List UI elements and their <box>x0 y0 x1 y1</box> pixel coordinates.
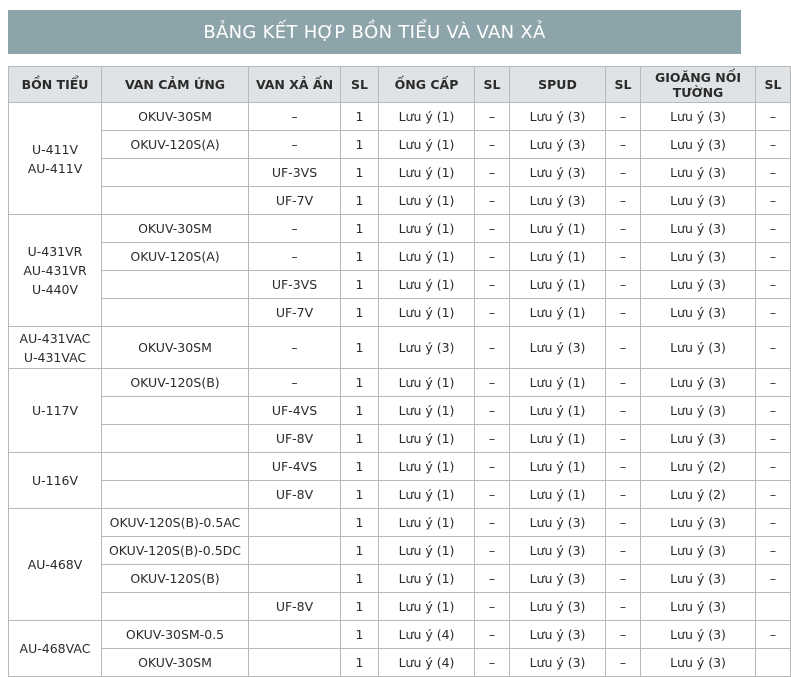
push-valve-cell <box>249 621 341 649</box>
push-valve-cell: – <box>249 103 341 131</box>
wall-gasket-cell: Lưu ý (3) <box>641 593 756 621</box>
qty-cell: – <box>475 243 510 271</box>
push-valve-cell: UF-8V <box>249 593 341 621</box>
qty-cell: – <box>475 187 510 215</box>
wall-gasket-cell: Lưu ý (3) <box>641 369 756 397</box>
push-valve-cell: – <box>249 215 341 243</box>
sensor-valve-cell: OKUV-30SM-0.5 <box>102 621 249 649</box>
spud-cell: Lưu ý (1) <box>510 425 606 453</box>
qty-cell: – <box>756 159 791 187</box>
sensor-valve-cell: OKUV-120S(A) <box>102 131 249 159</box>
table-body <box>9 103 791 677</box>
table-row <box>9 243 791 271</box>
qty-cell: – <box>475 327 510 369</box>
wall-gasket-cell: Lưu ý (3) <box>641 131 756 159</box>
urinal-model-name: U-117V <box>31 403 79 418</box>
table-row <box>9 187 791 215</box>
spud-cell: Lưu ý (3) <box>510 593 606 621</box>
push-valve-cell <box>249 509 341 537</box>
spud-cell: Lưu ý (3) <box>510 649 606 677</box>
header-qty: SL <box>606 67 641 103</box>
sensor-valve-cell <box>102 159 249 187</box>
urinal-model-cell <box>9 621 102 677</box>
spud-cell: Lưu ý (1) <box>510 271 606 299</box>
table-row <box>9 453 791 481</box>
qty-cell: – <box>475 453 510 481</box>
qty-cell: – <box>475 537 510 565</box>
table-row <box>9 425 791 453</box>
qty-cell: – <box>475 299 510 327</box>
wall-gasket-cell: Lưu ý (2) <box>641 453 756 481</box>
qty-cell: – <box>475 481 510 509</box>
qty-cell: – <box>475 131 510 159</box>
qty-cell: – <box>606 621 641 649</box>
table-row <box>9 159 791 187</box>
spud-cell: Lưu ý (3) <box>510 621 606 649</box>
qty-cell: 1 <box>341 509 379 537</box>
urinal-model-name: AU-468VAC <box>19 641 91 656</box>
sensor-valve-cell <box>102 481 249 509</box>
header-row <box>9 67 791 103</box>
spud-cell: Lưu ý (1) <box>510 299 606 327</box>
push-valve-cell: UF-4VS <box>249 453 341 481</box>
supply-pipe-cell: Lưu ý (1) <box>379 369 475 397</box>
qty-cell: 1 <box>341 215 379 243</box>
header-qty: SL <box>341 67 379 103</box>
qty-cell: 1 <box>341 621 379 649</box>
urinal-model-cell <box>9 103 102 215</box>
supply-pipe-cell: Lưu ý (1) <box>379 271 475 299</box>
urinal-model-name: U-431VAC <box>23 349 87 365</box>
urinal-model-cell <box>9 509 102 621</box>
push-valve-cell: – <box>249 243 341 271</box>
qty-cell: – <box>606 159 641 187</box>
wall-gasket-cell: Lưu ý (3) <box>641 565 756 593</box>
qty-cell: 1 <box>341 425 379 453</box>
push-valve-cell: UF-8V <box>249 481 341 509</box>
table-row <box>9 509 791 537</box>
qty-cell <box>756 649 791 677</box>
qty-cell: – <box>606 299 641 327</box>
qty-cell: – <box>606 425 641 453</box>
qty-cell: – <box>606 397 641 425</box>
qty-cell: – <box>475 159 510 187</box>
sensor-valve-cell: OKUV-30SM <box>102 103 249 131</box>
wall-gasket-cell: Lưu ý (3) <box>641 621 756 649</box>
table-row <box>9 593 791 621</box>
sensor-valve-cell: OKUV-120S(B) <box>102 565 249 593</box>
qty-cell: – <box>606 369 641 397</box>
qty-cell: – <box>756 103 791 131</box>
supply-pipe-cell: Lưu ý (1) <box>379 103 475 131</box>
sensor-valve-cell <box>102 299 249 327</box>
qty-cell: – <box>756 397 791 425</box>
qty-cell: 1 <box>341 593 379 621</box>
spud-cell: Lưu ý (3) <box>510 159 606 187</box>
spud-cell: Lưu ý (1) <box>510 453 606 481</box>
table-title-banner <box>8 10 741 54</box>
urinal-model-name: AU-431VR <box>23 263 87 278</box>
supply-pipe-cell: Lưu ý (4) <box>379 621 475 649</box>
qty-cell: – <box>475 565 510 593</box>
wall-gasket-cell: Lưu ý (3) <box>641 103 756 131</box>
qty-cell: 1 <box>341 453 379 481</box>
qty-cell: 1 <box>341 481 379 509</box>
qty-cell: – <box>606 187 641 215</box>
table-title: BẢNG KẾT HỢP BỒN TIỂU VÀ VAN XẢ <box>203 21 546 43</box>
wall-gasket-cell: Lưu ý (3) <box>641 243 756 271</box>
table-row <box>9 397 791 425</box>
qty-cell: – <box>756 565 791 593</box>
qty-cell: – <box>756 187 791 215</box>
supply-pipe-cell: Lưu ý (1) <box>379 453 475 481</box>
qty-cell: – <box>475 425 510 453</box>
spud-cell: Lưu ý (3) <box>510 103 606 131</box>
supply-pipe-cell: Lưu ý (1) <box>379 215 475 243</box>
header-supply-pipe: ỐNG CẤP <box>379 67 475 103</box>
spud-cell: Lưu ý (1) <box>510 369 606 397</box>
wall-gasket-cell: Lưu ý (3) <box>641 649 756 677</box>
push-valve-cell: UF-3VS <box>249 159 341 187</box>
qty-cell: 1 <box>341 649 379 677</box>
table-row <box>9 537 791 565</box>
sensor-valve-cell: OKUV-120S(B) <box>102 369 249 397</box>
qty-cell: – <box>606 271 641 299</box>
wall-gasket-cell: Lưu ý (3) <box>641 159 756 187</box>
table-row <box>9 621 791 649</box>
urinal-model-name: U-440V <box>31 282 79 297</box>
qty-cell: – <box>475 397 510 425</box>
supply-pipe-cell: Lưu ý (1) <box>379 299 475 327</box>
qty-cell: – <box>756 453 791 481</box>
push-valve-cell <box>249 649 341 677</box>
header-wall-gasket: GIOĂNG NỐI TƯỜNG <box>641 67 756 103</box>
supply-pipe-cell: Lưu ý (1) <box>379 397 475 425</box>
urinal-model-cell <box>9 327 102 369</box>
spud-cell: Lưu ý (3) <box>510 509 606 537</box>
qty-cell: 1 <box>341 537 379 565</box>
wall-gasket-cell: Lưu ý (3) <box>641 537 756 565</box>
sensor-valve-cell: OKUV-30SM <box>102 327 249 369</box>
push-valve-cell: UF-3VS <box>249 271 341 299</box>
wall-gasket-cell: Lưu ý (3) <box>641 397 756 425</box>
spud-cell: Lưu ý (1) <box>510 243 606 271</box>
qty-cell: – <box>756 299 791 327</box>
wall-gasket-cell: Lưu ý (3) <box>641 271 756 299</box>
sensor-valve-cell <box>102 187 249 215</box>
wall-gasket-cell: Lưu ý (3) <box>641 299 756 327</box>
header-push-valve: VAN XẢ ẤN <box>249 67 341 103</box>
supply-pipe-cell: Lưu ý (1) <box>379 187 475 215</box>
qty-cell: – <box>475 509 510 537</box>
urinal-model-name: AU-468V <box>27 557 83 572</box>
qty-cell: – <box>756 481 791 509</box>
table-row <box>9 131 791 159</box>
qty-cell: – <box>606 215 641 243</box>
header-sensor-valve: VAN CẢM ỨNG <box>102 67 249 103</box>
qty-cell: – <box>606 649 641 677</box>
urinal-model-name: U-116V <box>31 473 79 488</box>
sensor-valve-cell <box>102 271 249 299</box>
qty-cell: – <box>756 131 791 159</box>
sensor-valve-cell <box>102 593 249 621</box>
supply-pipe-cell: Lưu ý (1) <box>379 565 475 593</box>
spud-cell: Lưu ý (1) <box>510 481 606 509</box>
spud-cell: Lưu ý (3) <box>510 537 606 565</box>
qty-cell: 1 <box>341 369 379 397</box>
sensor-valve-cell: OKUV-120S(B)-0.5AC <box>102 509 249 537</box>
supply-pipe-cell: Lưu ý (1) <box>379 425 475 453</box>
supply-pipe-cell: Lưu ý (1) <box>379 509 475 537</box>
sensor-valve-cell: OKUV-120S(B)-0.5DC <box>102 537 249 565</box>
wall-gasket-cell: Lưu ý (3) <box>641 509 756 537</box>
qty-cell: 1 <box>341 103 379 131</box>
push-valve-cell: – <box>249 131 341 159</box>
header-urinal: BỒN TIỂU <box>9 67 102 103</box>
urinal-model-cell <box>9 453 102 509</box>
qty-cell: – <box>475 271 510 299</box>
urinal-model-name: U-411V <box>31 141 79 157</box>
header-spud: SPUD <box>510 67 606 103</box>
qty-cell: 1 <box>341 565 379 593</box>
wall-gasket-cell: Lưu ý (3) <box>641 187 756 215</box>
push-valve-cell: UF-4VS <box>249 397 341 425</box>
table-row <box>9 327 791 369</box>
qty-cell: – <box>475 649 510 677</box>
push-valve-cell: – <box>249 369 341 397</box>
qty-cell: – <box>606 327 641 369</box>
supply-pipe-cell: Lưu ý (3) <box>379 327 475 369</box>
qty-cell: – <box>756 243 791 271</box>
wall-gasket-cell: Lưu ý (2) <box>641 481 756 509</box>
qty-cell: – <box>606 243 641 271</box>
qty-cell: – <box>606 481 641 509</box>
push-valve-cell <box>249 537 341 565</box>
qty-cell: 1 <box>341 243 379 271</box>
qty-cell: – <box>606 593 641 621</box>
qty-cell: 1 <box>341 397 379 425</box>
qty-cell: – <box>756 621 791 649</box>
table-row <box>9 565 791 593</box>
qty-cell: – <box>606 453 641 481</box>
table-row <box>9 481 791 509</box>
sensor-valve-cell: OKUV-30SM <box>102 649 249 677</box>
urinal-model-cell <box>9 369 102 453</box>
qty-cell: – <box>475 215 510 243</box>
qty-cell: – <box>756 425 791 453</box>
spud-cell: Lưu ý (1) <box>510 215 606 243</box>
spud-cell: Lưu ý (3) <box>510 187 606 215</box>
sensor-valve-cell <box>102 453 249 481</box>
qty-cell: – <box>606 131 641 159</box>
supply-pipe-cell: Lưu ý (1) <box>379 131 475 159</box>
spud-cell: Lưu ý (3) <box>510 131 606 159</box>
urinal-model-cell <box>9 215 102 327</box>
supply-pipe-cell: Lưu ý (4) <box>379 649 475 677</box>
qty-cell: 1 <box>341 131 379 159</box>
supply-pipe-cell: Lưu ý (1) <box>379 481 475 509</box>
qty-cell: 1 <box>341 187 379 215</box>
qty-cell: – <box>606 103 641 131</box>
qty-cell: – <box>756 215 791 243</box>
push-valve-cell: UF-8V <box>249 425 341 453</box>
table-row <box>9 649 791 677</box>
qty-cell: – <box>475 369 510 397</box>
qty-cell: – <box>756 327 791 369</box>
sensor-valve-cell <box>102 397 249 425</box>
qty-cell: – <box>756 369 791 397</box>
qty-cell: – <box>606 537 641 565</box>
supply-pipe-cell: Lưu ý (1) <box>379 537 475 565</box>
qty-cell: – <box>756 509 791 537</box>
wall-gasket-cell: Lưu ý (3) <box>641 327 756 369</box>
qty-cell: – <box>756 537 791 565</box>
qty-cell: – <box>756 271 791 299</box>
wall-gasket-cell: Lưu ý (3) <box>641 425 756 453</box>
qty-cell: – <box>475 621 510 649</box>
urinal-model-name: U-431VR <box>27 244 83 259</box>
table-row <box>9 103 791 131</box>
push-valve-cell: – <box>249 327 341 369</box>
table-row <box>9 215 791 243</box>
spud-cell: Lưu ý (3) <box>510 565 606 593</box>
supply-pipe-cell: Lưu ý (1) <box>379 593 475 621</box>
push-valve-cell: UF-7V <box>249 299 341 327</box>
urinal-model-name: AU-431VAC <box>19 330 91 346</box>
supply-pipe-cell: Lưu ý (1) <box>379 243 475 271</box>
combination-table <box>8 66 791 677</box>
qty-cell <box>756 593 791 621</box>
push-valve-cell <box>249 565 341 593</box>
qty-cell: 1 <box>341 159 379 187</box>
spud-cell: Lưu ý (3) <box>510 327 606 369</box>
header-qty: SL <box>475 67 510 103</box>
push-valve-cell: UF-7V <box>249 187 341 215</box>
urinal-model-name: AU-411V <box>27 160 83 176</box>
qty-cell: 1 <box>341 271 379 299</box>
qty-cell: – <box>606 509 641 537</box>
qty-cell: 1 <box>341 327 379 369</box>
qty-cell: 1 <box>341 299 379 327</box>
sensor-valve-cell: OKUV-120S(A) <box>102 243 249 271</box>
qty-cell: – <box>475 103 510 131</box>
header-qty: SL <box>756 67 791 103</box>
table-row <box>9 271 791 299</box>
table-row <box>9 369 791 397</box>
spud-cell: Lưu ý (1) <box>510 397 606 425</box>
table-row <box>9 299 791 327</box>
wall-gasket-cell: Lưu ý (3) <box>641 215 756 243</box>
sensor-valve-cell: OKUV-30SM <box>102 215 249 243</box>
supply-pipe-cell: Lưu ý (1) <box>379 159 475 187</box>
qty-cell: – <box>475 593 510 621</box>
sensor-valve-cell <box>102 425 249 453</box>
qty-cell: – <box>606 565 641 593</box>
